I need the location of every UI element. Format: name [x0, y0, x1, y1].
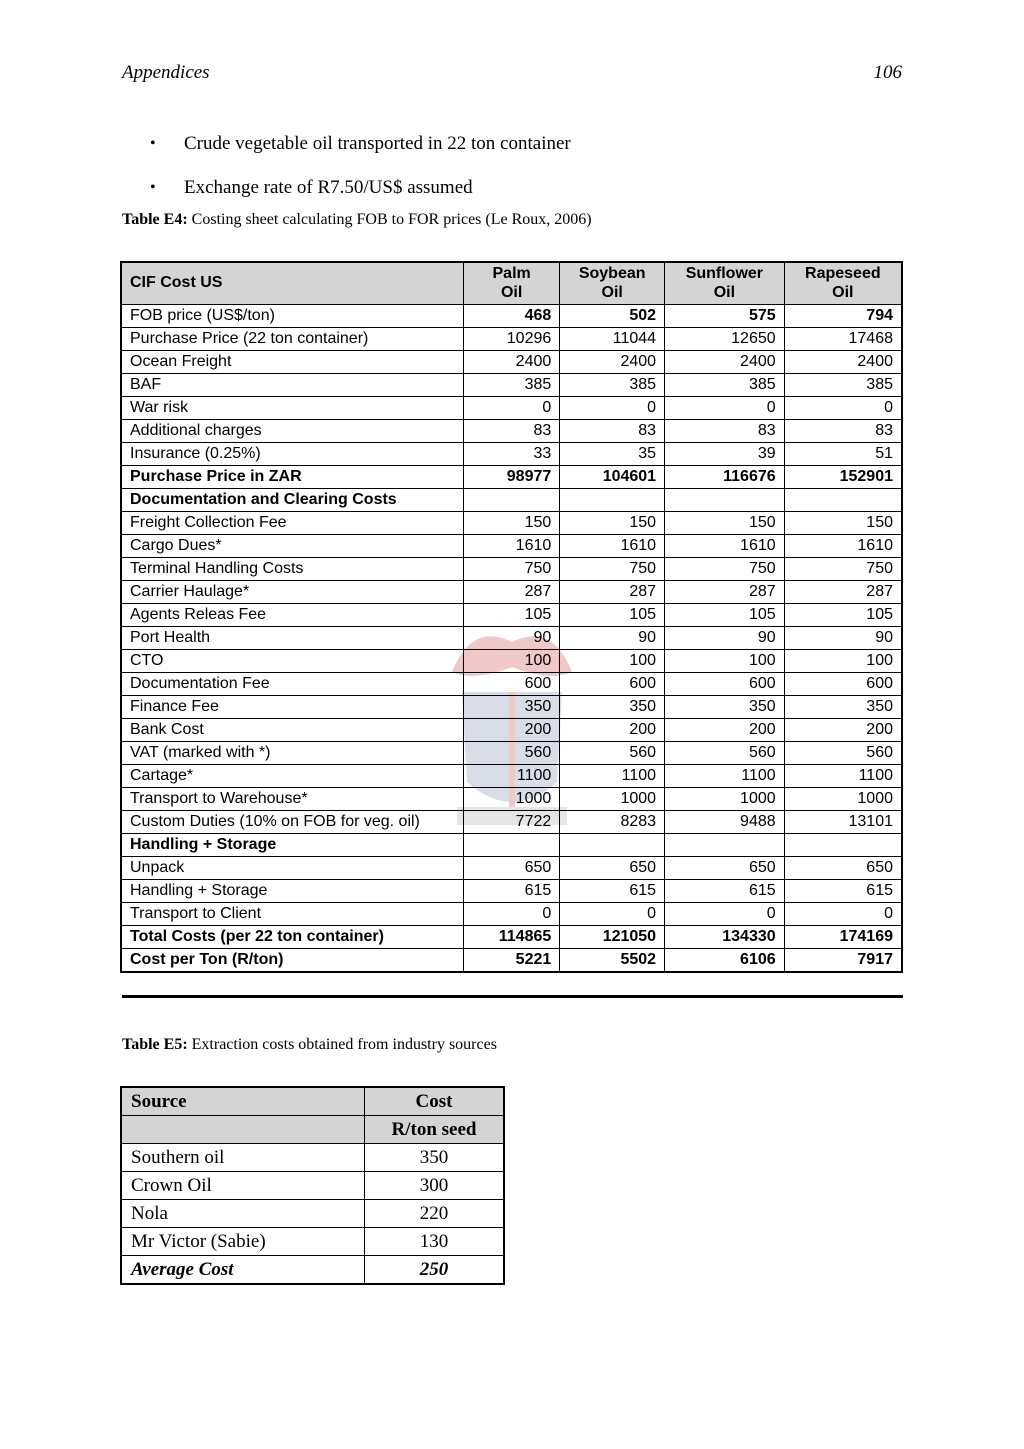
row-value: 6106 — [665, 948, 785, 972]
table-row — [121, 649, 902, 672]
row-label: Terminal Handling Costs — [121, 557, 464, 580]
table-row — [121, 304, 902, 327]
header-line: Oil — [601, 284, 623, 302]
header-palm-oil — [464, 262, 560, 304]
row-value: 105 — [665, 603, 785, 626]
table-row — [121, 741, 902, 764]
header-line: Oil — [832, 284, 854, 302]
row-value: 35 — [560, 442, 665, 465]
row-value: 100 — [784, 649, 902, 672]
table-row — [121, 948, 902, 972]
row-value: 5502 — [560, 948, 665, 972]
row-value: 121050 — [560, 925, 665, 948]
row-value: 33 — [464, 442, 560, 465]
table-header-row — [121, 1087, 504, 1116]
bullet-list — [150, 122, 571, 210]
table-e4-caption — [122, 211, 592, 229]
row-label: Ocean Freight — [121, 350, 464, 373]
costing-sheet-table — [120, 261, 903, 973]
row-label: Freight Collection Fee — [121, 511, 464, 534]
table-row — [121, 626, 902, 649]
row-value: 0 — [784, 396, 902, 419]
cost-cell: 220 — [365, 1200, 505, 1228]
row-value: 287 — [464, 580, 560, 603]
row-label: Documentation and Clearing Costs — [121, 488, 464, 511]
bullet-icon: • — [150, 179, 156, 196]
caption-label: Table E4: — [122, 211, 188, 228]
header-rapeseed-oil — [784, 262, 902, 304]
row-value: 90 — [784, 626, 902, 649]
row-label: Unpack — [121, 856, 464, 879]
cost-cell: 130 — [365, 1228, 505, 1256]
bullet-text: Crude vegetable oil transported in 22 ton container — [184, 133, 571, 154]
row-value: 2400 — [464, 350, 560, 373]
row-value — [560, 833, 665, 856]
row-value — [560, 488, 665, 511]
row-value: 0 — [464, 396, 560, 419]
row-value: 1100 — [464, 764, 560, 787]
source-cell: Southern oil — [121, 1144, 365, 1172]
row-value — [784, 833, 902, 856]
row-value: 8283 — [560, 810, 665, 833]
row-label: BAF — [121, 373, 464, 396]
row-value: 350 — [784, 695, 902, 718]
row-value: 1100 — [784, 764, 902, 787]
source-cell: Nola — [121, 1200, 365, 1228]
table-row — [121, 1144, 504, 1172]
row-value: 287 — [665, 580, 785, 603]
row-label: VAT (marked with *) — [121, 741, 464, 764]
running-header-section: Appendices — [122, 62, 210, 83]
row-value: 90 — [560, 626, 665, 649]
row-value: 0 — [560, 396, 665, 419]
horizontal-rule — [122, 995, 903, 998]
row-label: FOB price (US$/ton) — [121, 304, 464, 327]
table-row — [121, 764, 902, 787]
row-value: 560 — [665, 741, 785, 764]
bullet-item — [150, 166, 571, 210]
row-label: Cartage* — [121, 764, 464, 787]
header-cif-cost: CIF Cost US — [121, 262, 464, 304]
row-value: 9488 — [665, 810, 785, 833]
row-value: 7917 — [784, 948, 902, 972]
row-value: 105 — [784, 603, 902, 626]
row-label: Custom Duties (10% on FOB for veg. oil) — [121, 810, 464, 833]
table-row — [121, 695, 902, 718]
row-value: 560 — [784, 741, 902, 764]
row-value: 1610 — [560, 534, 665, 557]
table-row — [121, 1200, 504, 1228]
caption-label: Table E5: — [122, 1036, 188, 1053]
row-value: 385 — [464, 373, 560, 396]
table-row — [121, 787, 902, 810]
table-row — [121, 879, 902, 902]
row-value: 287 — [784, 580, 902, 603]
table-row — [121, 718, 902, 741]
row-value: 575 — [665, 304, 785, 327]
header-line: Rapeseed — [805, 265, 881, 283]
row-value: 287 — [560, 580, 665, 603]
table-row — [121, 419, 902, 442]
table-row — [121, 488, 902, 511]
row-value: 90 — [464, 626, 560, 649]
table-row — [121, 350, 902, 373]
row-value: 105 — [464, 603, 560, 626]
row-label: Cargo Dues* — [121, 534, 464, 557]
row-value: 350 — [464, 695, 560, 718]
row-value: 11044 — [560, 327, 665, 350]
row-label: Insurance (0.25%) — [121, 442, 464, 465]
row-value: 650 — [464, 856, 560, 879]
row-value: 174169 — [784, 925, 902, 948]
row-label: Additional charges — [121, 419, 464, 442]
row-value: 1610 — [784, 534, 902, 557]
row-value: 104601 — [560, 465, 665, 488]
row-value: 750 — [560, 557, 665, 580]
row-value: 12650 — [665, 327, 785, 350]
row-value: 385 — [784, 373, 902, 396]
table-row — [121, 534, 902, 557]
table-row — [121, 856, 902, 879]
row-label: Handling + Storage — [121, 879, 464, 902]
row-value: 200 — [665, 718, 785, 741]
table-row — [121, 1228, 504, 1256]
table-row — [121, 810, 902, 833]
row-value: 2400 — [784, 350, 902, 373]
table-row — [121, 442, 902, 465]
row-value — [665, 833, 785, 856]
row-label: Documentation Fee — [121, 672, 464, 695]
row-label: Purchase Price (22 ton container) — [121, 327, 464, 350]
row-value: 200 — [464, 718, 560, 741]
row-value — [784, 488, 902, 511]
caption-text: Costing sheet calculating FOB to FOR prices (Le Roux, 2006) — [187, 211, 592, 228]
row-value: 1610 — [464, 534, 560, 557]
row-value: 0 — [464, 902, 560, 925]
row-value: 1100 — [665, 764, 785, 787]
row-value: 152901 — [784, 465, 902, 488]
row-value: 2400 — [665, 350, 785, 373]
row-value: 600 — [464, 672, 560, 695]
row-value: 0 — [665, 902, 785, 925]
row-value: 134330 — [665, 925, 785, 948]
row-value: 650 — [784, 856, 902, 879]
row-value: 105 — [560, 603, 665, 626]
row-value — [464, 833, 560, 856]
row-value: 5221 — [464, 948, 560, 972]
source-cell: Mr Victor (Sabie) — [121, 1228, 365, 1256]
row-value: 1000 — [784, 787, 902, 810]
row-value: 51 — [784, 442, 902, 465]
source-cell: Average Cost — [121, 1256, 365, 1285]
row-value: 83 — [560, 419, 665, 442]
table-row — [121, 373, 902, 396]
row-value: 39 — [665, 442, 785, 465]
source-cell: Crown Oil — [121, 1172, 365, 1200]
row-label: CTO — [121, 649, 464, 672]
header-cost: Cost — [365, 1087, 505, 1116]
header-cost-unit: R/ton seed — [365, 1116, 505, 1144]
row-value: 200 — [784, 718, 902, 741]
row-value: 10296 — [464, 327, 560, 350]
row-value: 150 — [464, 511, 560, 534]
row-value: 615 — [560, 879, 665, 902]
row-value — [665, 488, 785, 511]
row-value: 600 — [784, 672, 902, 695]
row-value: 114865 — [464, 925, 560, 948]
row-value: 468 — [464, 304, 560, 327]
table-row — [121, 557, 902, 580]
cost-cell: 250 — [365, 1256, 505, 1285]
header-line: Oil — [713, 284, 736, 302]
row-value: 100 — [464, 649, 560, 672]
table-row — [121, 580, 902, 603]
row-label: Purchase Price in ZAR — [121, 465, 464, 488]
table-row — [121, 833, 902, 856]
row-label: Transport to Client — [121, 902, 464, 925]
average-row — [121, 1256, 504, 1285]
table-row — [121, 1172, 504, 1200]
header-line: Sunflower — [685, 265, 764, 283]
table-row — [121, 925, 902, 948]
bullet-text: Exchange rate of R7.50/US$ assumed — [184, 177, 473, 198]
row-value: 615 — [464, 879, 560, 902]
row-value: 150 — [665, 511, 785, 534]
bullet-icon: • — [150, 135, 156, 152]
row-value: 1100 — [560, 764, 665, 787]
table-row — [121, 511, 902, 534]
row-value: 0 — [784, 902, 902, 925]
cost-cell: 350 — [365, 1144, 505, 1172]
row-value: 385 — [665, 373, 785, 396]
row-value: 90 — [665, 626, 785, 649]
row-value: 13101 — [784, 810, 902, 833]
row-value: 83 — [665, 419, 785, 442]
row-label: Agents Releas Fee — [121, 603, 464, 626]
row-value: 100 — [665, 649, 785, 672]
row-value: 560 — [464, 741, 560, 764]
row-value: 600 — [665, 672, 785, 695]
row-value: 615 — [665, 879, 785, 902]
row-value: 600 — [560, 672, 665, 695]
row-value: 1000 — [560, 787, 665, 810]
row-label: Cost per Ton (R/ton) — [121, 948, 464, 972]
row-value: 560 — [560, 741, 665, 764]
row-label: Bank Cost — [121, 718, 464, 741]
header-line: Soybean — [578, 265, 646, 283]
header-line: Palm — [492, 265, 531, 283]
row-value: 750 — [464, 557, 560, 580]
row-label: Carrier Haulage* — [121, 580, 464, 603]
bullet-item — [150, 122, 571, 166]
header-source: Source — [121, 1087, 365, 1116]
row-label: Handling + Storage — [121, 833, 464, 856]
table-header-row — [121, 1116, 504, 1144]
extraction-cost-table — [120, 1086, 505, 1285]
table-row — [121, 465, 902, 488]
row-label: War risk — [121, 396, 464, 419]
row-value: 615 — [784, 879, 902, 902]
header-line: Oil — [500, 284, 523, 302]
row-label: Port Health — [121, 626, 464, 649]
row-value: 502 — [560, 304, 665, 327]
table-e5-caption — [122, 1036, 497, 1054]
row-value: 2400 — [560, 350, 665, 373]
page-number: 106 — [873, 62, 902, 83]
header-soybean-oil — [560, 262, 665, 304]
row-value: 150 — [784, 511, 902, 534]
row-value: 650 — [560, 856, 665, 879]
row-value: 794 — [784, 304, 902, 327]
row-value: 1610 — [665, 534, 785, 557]
row-value: 83 — [784, 419, 902, 442]
row-value: 750 — [784, 557, 902, 580]
header-empty — [121, 1116, 365, 1144]
table-header-row — [121, 262, 902, 304]
row-value — [464, 488, 560, 511]
row-value: 100 — [560, 649, 665, 672]
table-row — [121, 902, 902, 925]
row-label: Transport to Warehouse* — [121, 787, 464, 810]
row-value: 98977 — [464, 465, 560, 488]
row-value: 1000 — [665, 787, 785, 810]
row-value: 0 — [560, 902, 665, 925]
table-row — [121, 327, 902, 350]
row-value: 385 — [560, 373, 665, 396]
header-sunflower-oil — [665, 262, 785, 304]
row-value: 150 — [560, 511, 665, 534]
caption-text: Extraction costs obtained from industry sources — [187, 1036, 497, 1053]
row-value: 650 — [665, 856, 785, 879]
row-value: 200 — [560, 718, 665, 741]
row-value: 350 — [560, 695, 665, 718]
row-value: 750 — [665, 557, 785, 580]
row-value: 116676 — [665, 465, 785, 488]
table-row — [121, 672, 902, 695]
row-value: 0 — [665, 396, 785, 419]
row-label: Finance Fee — [121, 695, 464, 718]
row-label: Total Costs (per 22 ton container) — [121, 925, 464, 948]
row-value: 7722 — [464, 810, 560, 833]
row-value: 17468 — [784, 327, 902, 350]
table-row — [121, 396, 902, 419]
row-value: 350 — [665, 695, 785, 718]
row-value: 83 — [464, 419, 560, 442]
row-value: 1000 — [464, 787, 560, 810]
table-row — [121, 603, 902, 626]
cost-cell: 300 — [365, 1172, 505, 1200]
